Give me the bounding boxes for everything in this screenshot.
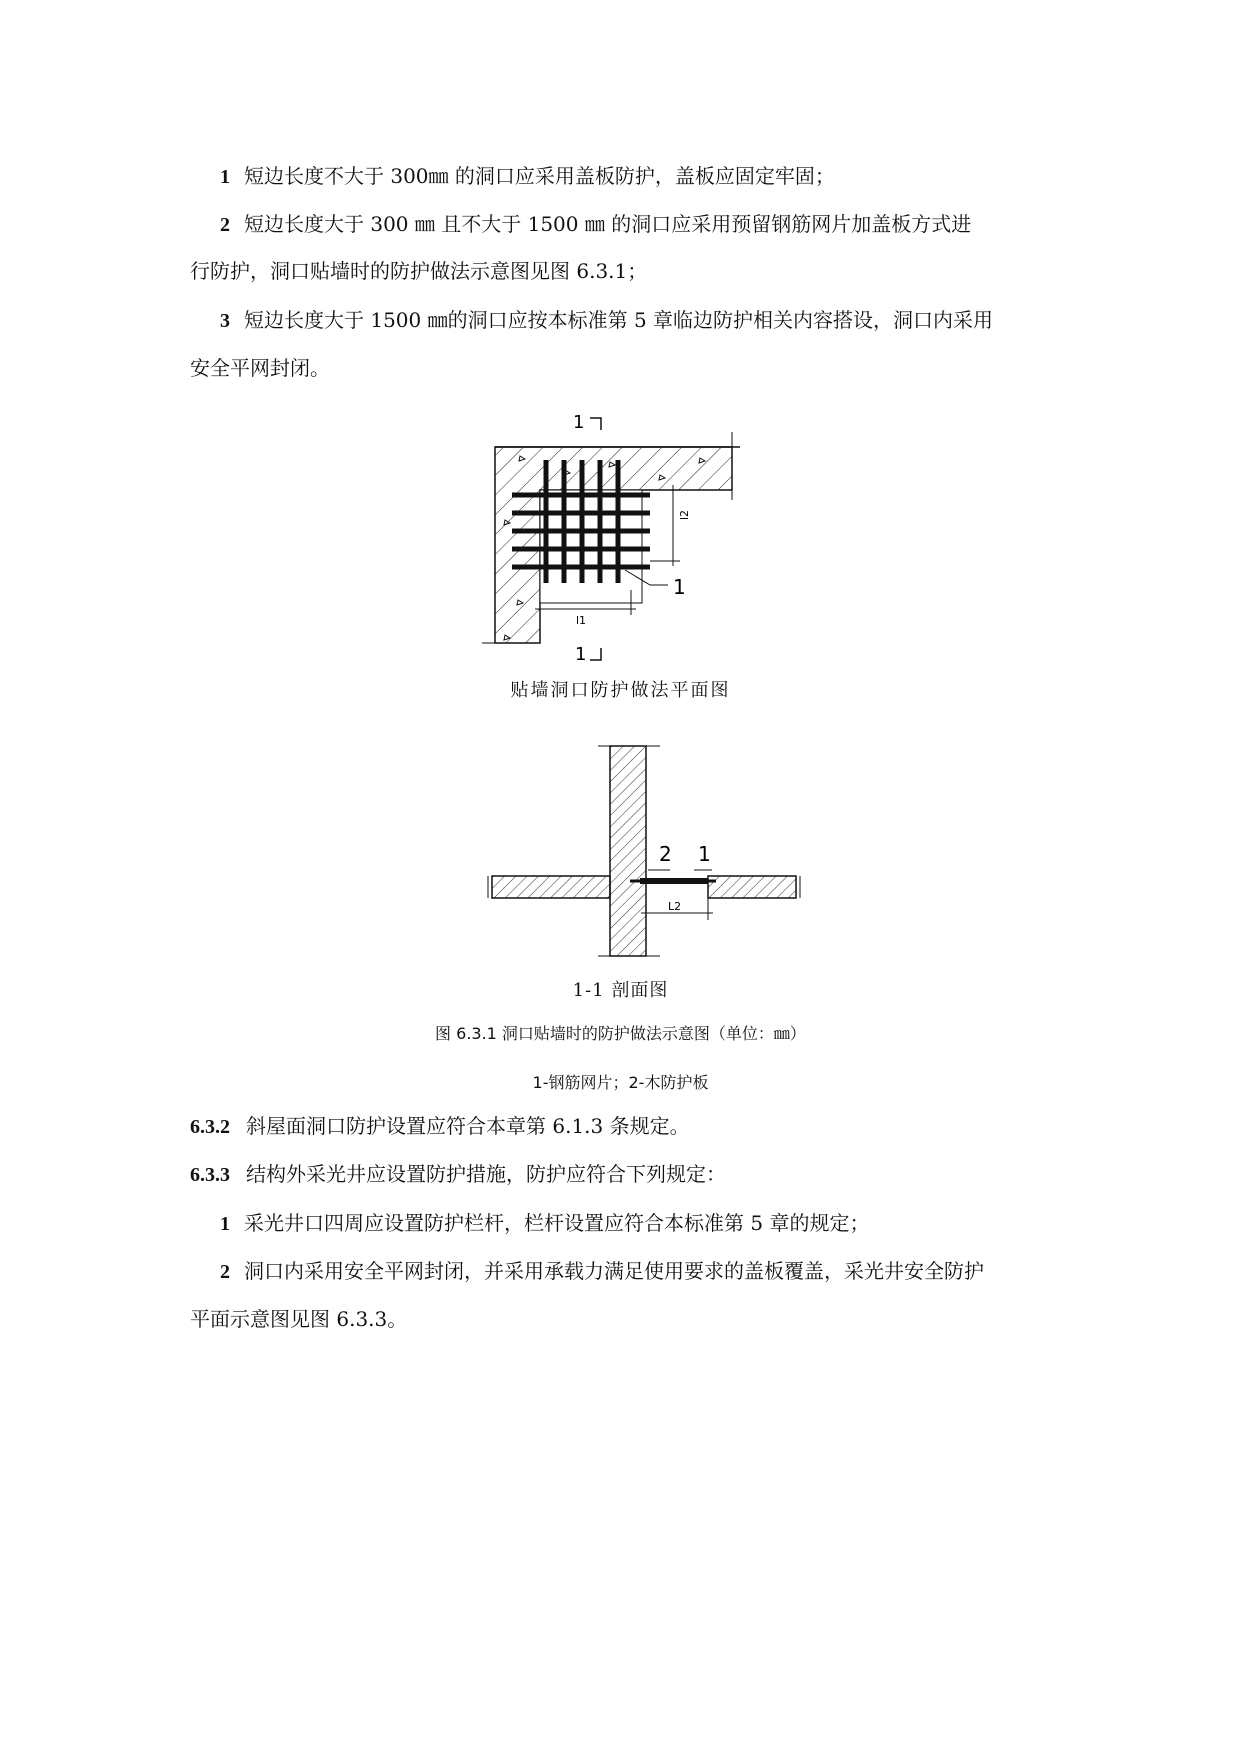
figure-caption: 图 6.3.1 洞口贴墙时的防护做法示意图（单位：㎜） [435,1024,806,1043]
dim-l2: l2 [678,509,691,520]
item-text: 短边长度大于 300 ㎜ 且不大于 1500 ㎜ 的洞口应采用预留钢筋网片加盖板方式进 [244,212,972,236]
item-text: 短边长度不大于 300㎜ 的洞口应采用盖板防护，盖板应固定牢固； [244,164,835,188]
item-6-3-3-1 [220,1211,1090,1236]
plan-title: 贴墙洞口防护做法平面图 [510,680,731,701]
section-number: 6.3.3 [190,1164,230,1186]
item-text: 洞口内采用安全平网封闭，并采用承载力满足使用要求的盖板覆盖，采光井安全防护 [244,1259,984,1283]
item-6-3-3-2-line-2 [190,1307,1060,1331]
section-text: 斜屋面洞口防护设置应符合本章第 6.1.3 条规定。 [246,1114,690,1138]
item-6-3-3-2-line-1 [220,1259,1090,1284]
section-text: 结构外采光井应设置防护措施，防护应符合下列规定： [246,1162,726,1186]
section-mesh-label: 1 [698,842,711,866]
mesh-label: 1 [673,575,686,599]
section-mark-bottom: 1 [575,644,587,665]
item-text: 行防护，洞口贴墙时的防护做法示意图见图 6.3.1； [190,259,648,283]
section-wall [610,746,646,956]
item-number: 2 [220,214,230,236]
figure-legend: 1-钢筋网片；2-木防护板 [532,1073,709,1092]
dim-L2: L2 [668,900,682,913]
section-slab-left [492,876,610,898]
item-text: 平面示意图见图 6.3.3。 [190,1307,408,1331]
section-6-3-2 [190,1114,1060,1139]
dim-l1: l1 [576,614,587,627]
item-number: 1 [220,1213,230,1235]
section-6-3-3 [190,1162,1060,1187]
item-text: 安全平网封闭。 [190,356,330,380]
item-number: 2 [220,1261,230,1283]
board-label: 2 [659,842,672,866]
section-slab-right [708,876,796,898]
section-mark-top: 1 [573,412,585,433]
item-text: 采光井口四周应设置防护栏杆，栏杆设置应符合本标准第 5 章的规定； [244,1211,870,1235]
section-number: 6.3.2 [190,1116,230,1138]
section-title: 1-1 剖面图 [572,980,669,1001]
item-number: 3 [220,310,230,332]
item-number: 1 [220,166,230,188]
item-text: 短边长度大于 1500 ㎜的洞口应按本标准第 5 章临边防护相关内容搭设，洞口内采用 [244,308,994,332]
